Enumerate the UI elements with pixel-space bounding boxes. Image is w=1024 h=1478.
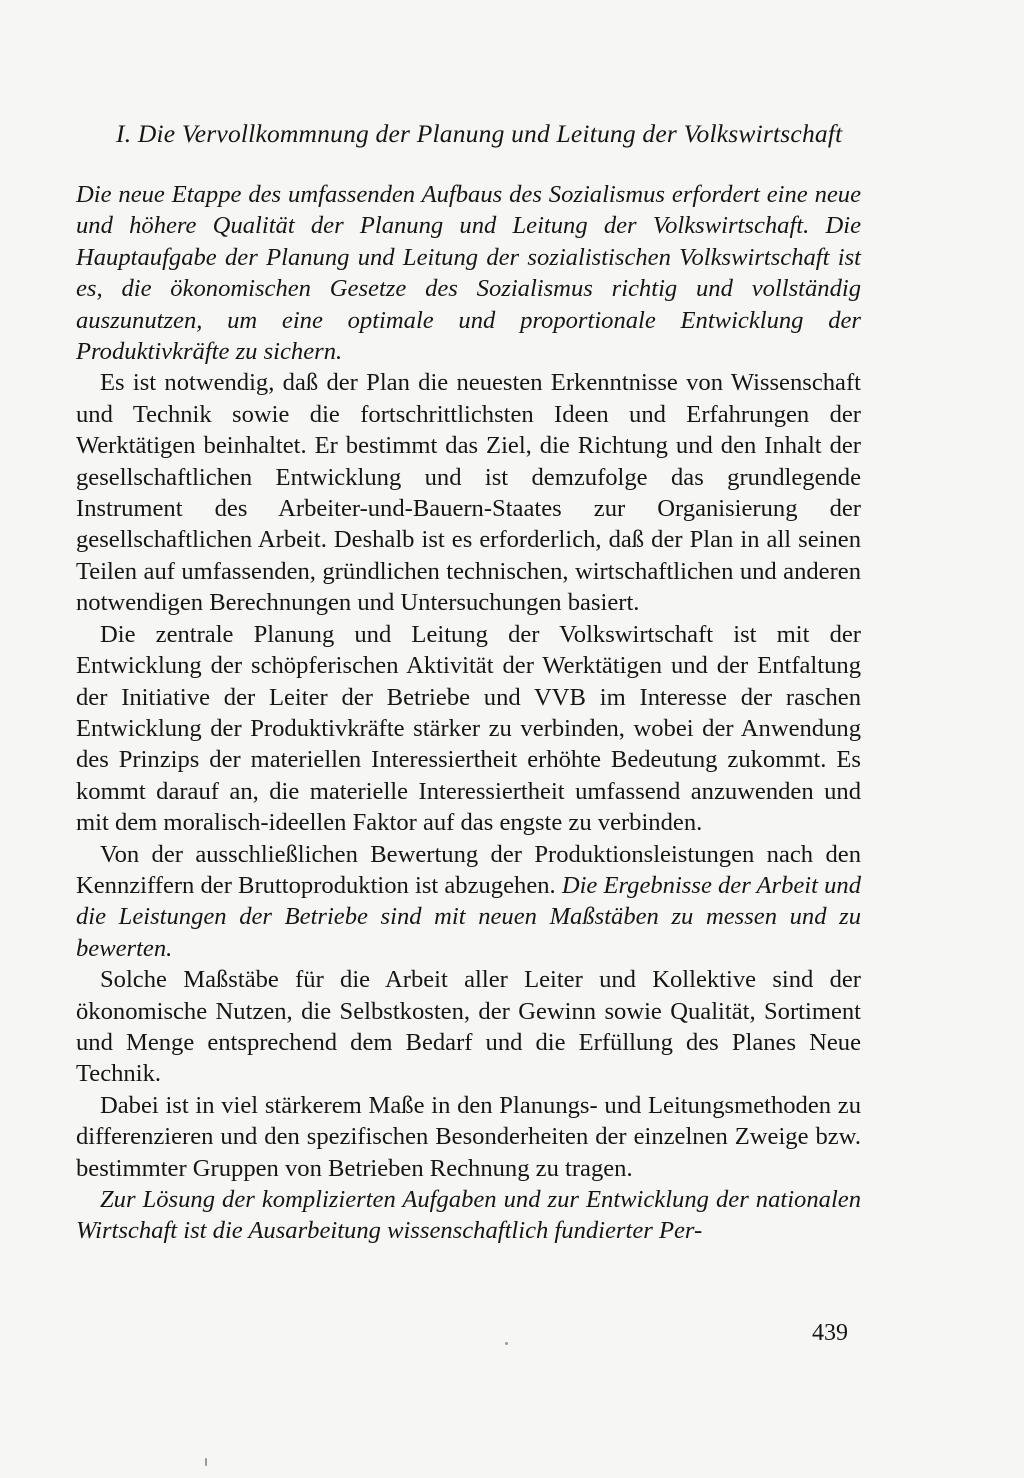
scan-speck xyxy=(505,1342,508,1345)
paragraph-1-italic-text: Die neue Etappe des umfassenden Aufbaus des Sozialismus erfordert eine neue und höhere Qualität der Planung und Leitung der Volkswirtschaft. Die Hauptaufgabe der Planung und Leitung der sozialistischen Volkswirtschaft ist es, die ökonomischen Gesetze des Sozialismus richtig und vollständig auszunutzen, um eine optimale und proportionale Entwicklung der Produktivkräfte zu sichern. xyxy=(76,181,861,366)
paragraph-5-text: Solche Maßstäbe für die Arbeit aller Leiter und Kollektive sind der ökonomische Nutzen, die Selbstkosten, der Gewinn sowie Qualität, Sortiment und Menge entsprechend dem Bedarf und die Erfüllung des Planes Neue Technik. xyxy=(76,966,861,1088)
body-text xyxy=(76,179,861,1247)
paragraph-6 xyxy=(76,1090,861,1184)
paragraph-4-text: Von der ausschließlichen Bewertung der Produktionsleistungen nach den Kennziffern der Bruttoproduktion ist abzugehen. xyxy=(76,840,861,899)
section-heading: I. Die Vervollkommnung der Planung und Leitung der Volkswirtschaft xyxy=(116,119,843,148)
page-number: 439 xyxy=(812,1320,848,1346)
paragraph-5 xyxy=(76,964,861,1090)
paragraph-1 xyxy=(76,179,861,367)
paragraph-3 xyxy=(76,619,861,839)
paragraph-6-text: Dabei ist in viel stärkerem Maße in den Planungs- und Leitungsmethoden zu differenzieren und den spezifischen Besonderheiten der einzelnen Zweige bzw. bestimmter Gruppen von Betrieben Rechnung zu tragen. xyxy=(76,1091,861,1182)
paragraph-2-text: Es ist notwendig, daß der Plan die neuesten Erkenntnisse von Wissenschaft und Technik sowie die fortschrittlichsten Ideen und Erfahrungen der Werktätigen beinhaltet. Er bestimmt das Ziel, die Richtung und den Inhalt der gesellschaftlichen Entwicklung und ist demzufolge das grundlegende Instrument des Arbeiter-und-Bauern-Staates zur Organisierung der gesellschaftlichen Arbeit. Deshalb ist es erforderlich, daß der Plan in all seinen Teilen auf umfassenden, gründlichen technischen, wirtschaftlichen und anderen notwendigen Berechnungen und Untersuchungen basiert. xyxy=(76,369,861,617)
paragraph-7-italic-text: Zur Lösung der komplizierten Aufgaben und zur Entwicklung der nationalen Wirtschaft ist die Ausarbeitung wissenschaftlich fundierter Per- xyxy=(76,1186,861,1245)
paragraph-4 xyxy=(76,839,861,965)
paragraph-2 xyxy=(76,367,861,618)
scan-speck xyxy=(205,1458,207,1466)
paragraph-4-italic-text: Die Ergebnisse der Arbeit und die Leistungen der Betriebe sind mit neuen Maßstäben zu messen und zu bewerten. xyxy=(76,871,862,962)
paragraph-7 xyxy=(76,1184,861,1247)
paragraph-3-text: Die zentrale Planung und Leitung der Volkswirtschaft ist mit der Entwicklung der schöpferischen Aktivität der Werktätigen und der Entfaltung der Initiative der Leiter der Betriebe und VVB im Interesse der raschen Entwicklung der Produktivkräfte stärker zu verbinden, wobei der Anwendung des Prinzips der materiellen Interessiertheit erhöhte Bedeutung zukommt. Es kommt darauf an, die materielle Interessiertheit umfassend anzuwenden und mit dem moralisch-ideellen Faktor auf das engste zu verbinden. xyxy=(76,620,861,837)
